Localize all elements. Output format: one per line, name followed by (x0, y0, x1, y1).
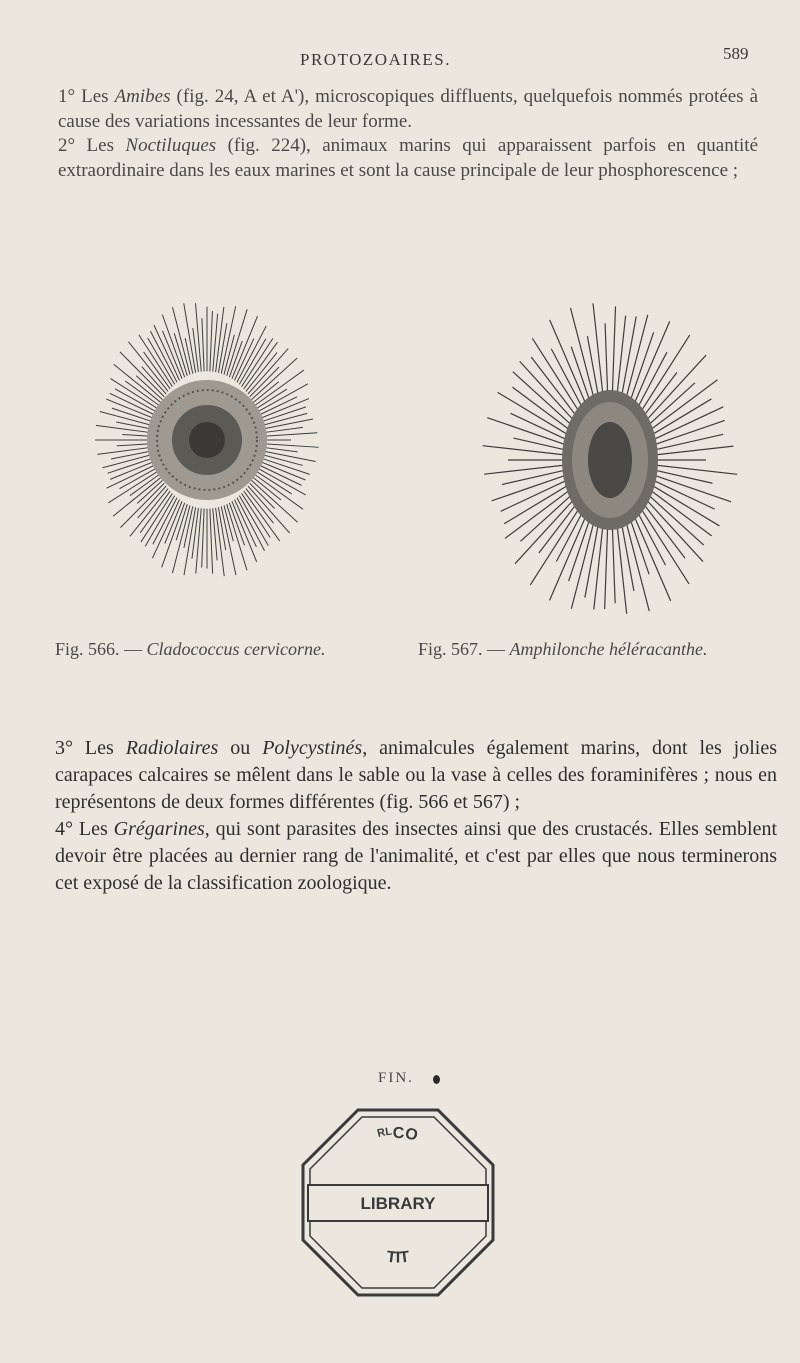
paragraph-text: (fig. 224), animaux marins qui apparaissent parfois en quantité extraordinaire dans les eaux marines et sont la cause principale de leur phosphorescence ; (58, 135, 758, 181)
paragraph-prefix: 2° Les (58, 135, 126, 156)
figure-label: Fig. 566. (55, 639, 120, 659)
paragraph-prefix: 1° Les (58, 86, 115, 107)
figure-name: Amphilonche héléracanthe. (509, 639, 708, 659)
stamp-arc-top-text: ᴿᴸCO (376, 1124, 420, 1145)
term-radiolaires: Radiolaires (125, 737, 219, 759)
paragraph-text: , animalcules également marins, dont les jolies carapaces calcaires se mêlent dans le sable ou la vase à celles des foraminifères ; nous en représentons de deux formes différentes (fig. 566 et 567) ; (55, 737, 778, 813)
paragraph-connector: ou (218, 737, 263, 759)
figure-566-illustration (92, 290, 322, 590)
stamp-arc-bottom-text: TIT (385, 1248, 411, 1267)
figure-567-caption: Fig. 567. — Amphilonche héléracanthe. (418, 639, 708, 659)
paragraph-gregarines (55, 816, 777, 897)
term-gregarines: Grégarines (113, 818, 205, 840)
figure-label: Fig. 567. (418, 639, 483, 659)
figure-567-illustration (480, 290, 750, 620)
running-head: PROTOZOAIRES. (300, 50, 451, 69)
figure-566-caption: Fig. 566. — Cladococcus cervicorne. (55, 639, 326, 659)
figure-name: Cladococcus cervicorne. (146, 639, 326, 659)
paragraph-prefix: 3° Les (55, 737, 126, 759)
library-stamp (298, 1105, 498, 1300)
ink-dot (433, 1075, 440, 1084)
paragraph-text: , qui sont parasites des insectes ainsi que des crustacés. Elles semblent devoir être placées au dernier rang de l'animalité, et c'est par elles que nous terminerons cet exposé de la classification zoologique. (55, 818, 777, 894)
paragraph-radiolaires (55, 735, 777, 816)
paragraph-text: (fig. 24, A et A'), microscopiques diffluents, quelquefois nommés protées à cause des variations incessantes de leur forme. (58, 86, 759, 132)
term-amibes: Amibes (114, 86, 171, 107)
paragraph-noctiluques (58, 133, 758, 183)
page-number: 589 (723, 44, 749, 63)
term-polycystines: Polycystinés (262, 737, 363, 759)
end-mark: FIN. (378, 1070, 414, 1086)
paragraph-prefix: 4° Les (55, 818, 114, 840)
term-noctiluques: Noctiluques (125, 135, 217, 156)
paragraph-amibes (58, 84, 758, 134)
stamp-library-text: LIBRARY (360, 1194, 436, 1213)
